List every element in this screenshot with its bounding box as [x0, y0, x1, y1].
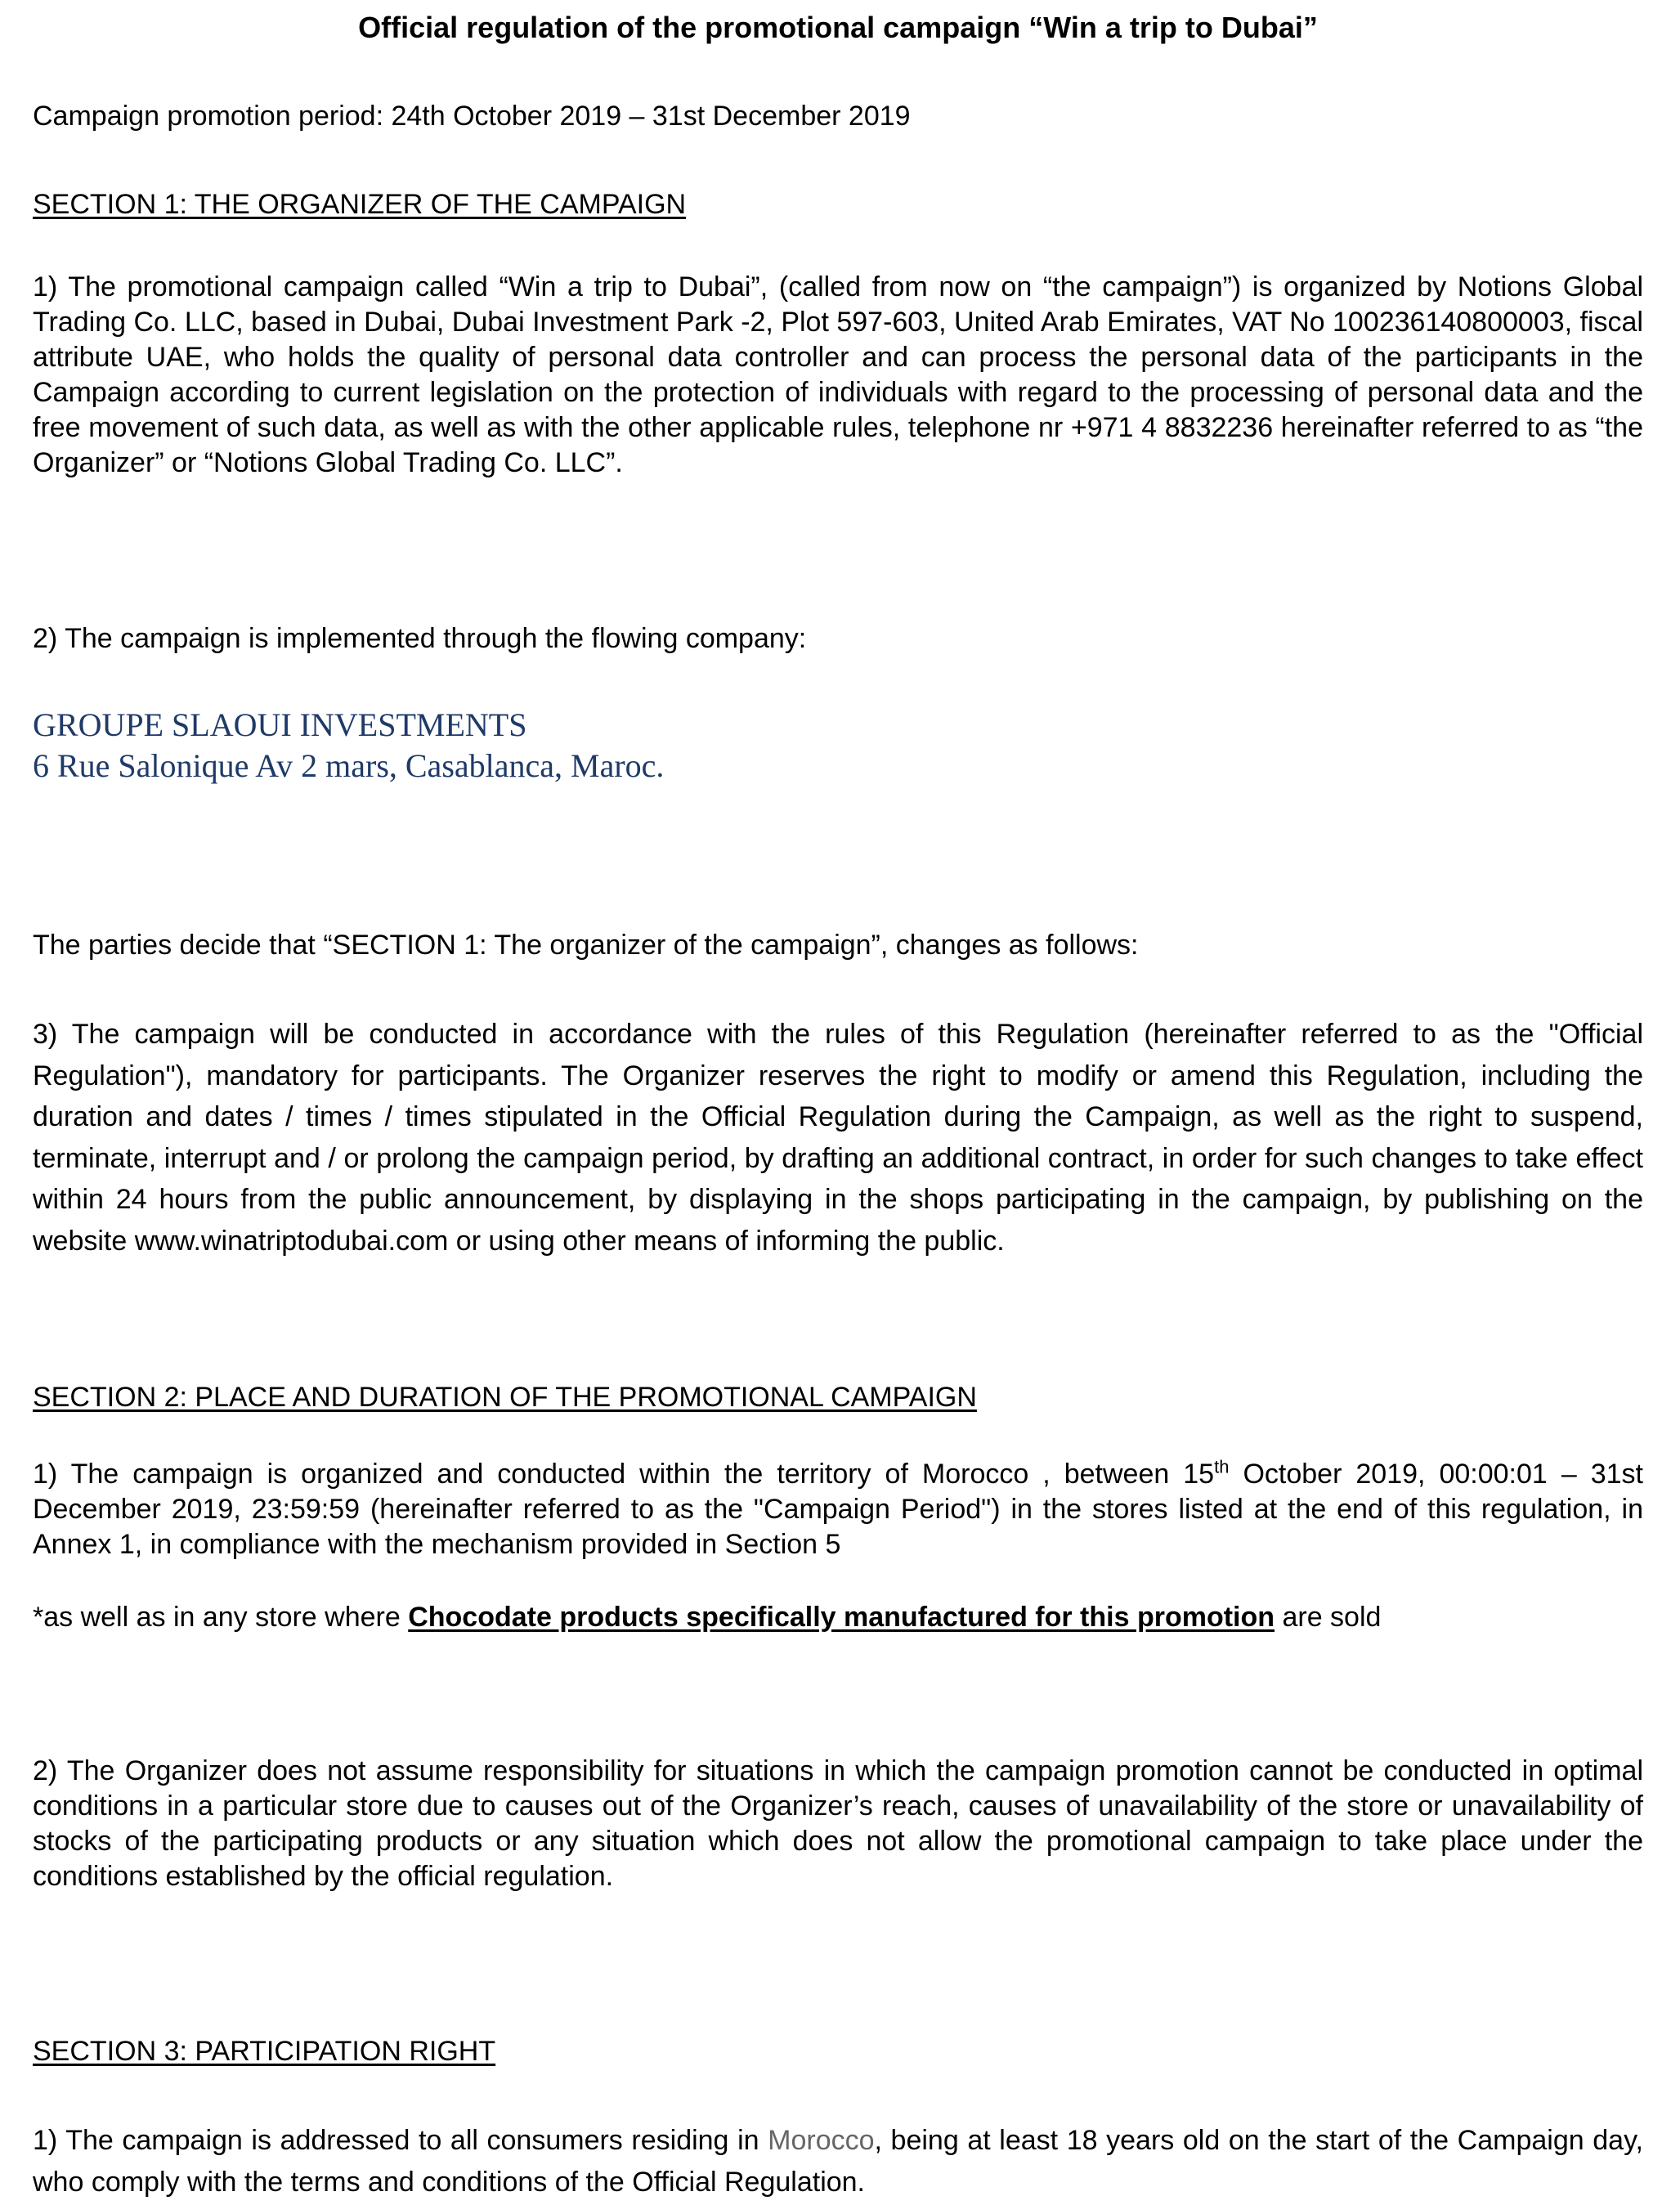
chocodate-products-emphasis: Chocodate products specifically manufactured for this promotion	[408, 1602, 1275, 1633]
section2-heading: SECTION 2: PLACE AND DURATION OF THE PROMOTIONAL CAMPAIGN	[33, 1382, 977, 1413]
company-address: 6 Rue Salonique Av 2 mars, Casablanca, Maroc.	[33, 747, 665, 784]
section1-paragraph-3: 3) The campaign will be conducted in accordance with the rules of this Regulation (hereinafter referred to as the "Official Regulation"), mandatory for participants. The Organizer reserves the right to modify or amend this Regulation, including the duration and dates / times / times stipulated in the Official Regulation during the Campaign, as well as the right to suspend, terminate, interrupt and / or prolong the campaign period, by drafting an additional contract, in order for such changes to take effect within 24 hours from the public announcement, by displaying in the shops participating in the campaign, by publishing on the website www.winatriptodubai.com or using other means of informing the public.	[33, 1019, 1643, 1257]
promotion-period: Campaign promotion period: 24th October 2019 – 31st December 2019	[33, 101, 911, 132]
section2-p1-end: October 2019, 00:00:01 – 31st December 2019, 23:59:59 (hereinafter referred to as the "Campaign Period") in the stores listed at the end of this regulation, in Annex 1, in compliance with the mechanism provided in Section 5	[33, 1459, 1643, 1560]
country-name: Morocco	[768, 2125, 875, 2156]
ordinal-suffix: th	[1214, 1456, 1230, 1477]
store-note-start: *as well as in any store where	[33, 1602, 409, 1633]
company-name: GROUPE SLAOUI INVESTMENTS	[33, 706, 527, 743]
section3-p1-start: 1) The campaign is addressed to all consumers residing in	[33, 2125, 768, 2156]
section3-paragraph-1	[33, 2120, 1643, 2203]
document-title: Official regulation of the promotional campaign “Win a trip to Dubai”	[358, 11, 1318, 44]
section1-paragraph-2: 2) The campaign is implemented through the flowing company:	[33, 623, 807, 654]
section3-heading: SECTION 3: PARTICIPATION RIGHT	[33, 2036, 496, 2067]
section2-paragraph-2: 2) The Organizer does not assume responsibility for situations in which the campaign promotion cannot be conducted in optimal conditions in a particular store due to causes out of the Organizer’s reach, causes of unavailability of the store or unavailability of stocks of the participating products or any situation which does not allow the promotional campaign to take place under the conditions established by the official regulation.	[33, 1755, 1643, 1892]
section2-p1-start: 1) The campaign is organized and conducted within the territory of Morocco , between 15	[33, 1459, 1215, 1490]
section1-heading: SECTION 1: THE ORGANIZER OF THE CAMPAIGN	[33, 189, 687, 220]
store-note-end: are sold	[1275, 1602, 1382, 1633]
store-note	[33, 1600, 1381, 1635]
section3-p1-end: , being at least 18 years old on the start of the Campaign day, who comply with the terms and conditions of the Official Regulation.	[33, 2125, 1643, 2198]
section2-paragraph-1	[33, 1457, 1643, 1562]
parties-note: The parties decide that “SECTION 1: The organizer of the campaign”, changes as follows:	[33, 930, 1139, 961]
section1-paragraph-1: 1) The promotional campaign called “Win a trip to Dubai”, (called from now on “the campaign”) is organized by Notions Global Trading Co. LLC, based in Dubai, Dubai Investment Park -2, Plot 597-603, United Arab Emirates, VAT No 100236140800003, fiscal attribute UAE, who holds the quality of personal data controller and can process the personal data of the participants in the Campaign according to current legislation on the protection of individuals with regard to the processing of personal data and the free movement of such data, as well as with the other applicable rules, telephone nr +971 4 8832236 hereinafter referred to as “the Organizer” or “Notions Global Trading Co. LLC”.	[33, 271, 1643, 478]
